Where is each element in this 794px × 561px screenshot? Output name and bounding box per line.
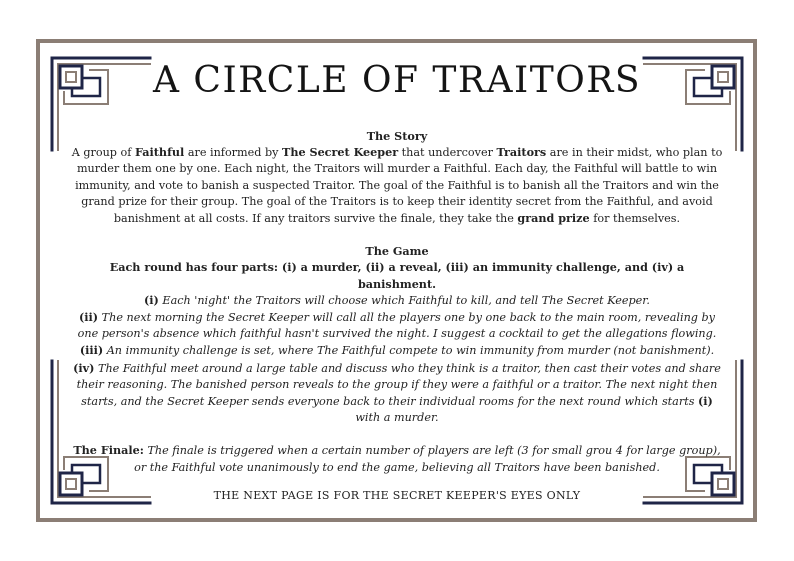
step-1-text: Each 'night' the Traitors will choose which Faithful to kill, and tell The Secret Keeper. <box>158 293 650 307</box>
step-4-label: (iv) <box>73 360 95 375</box>
step-4-text: The Faithful meet around a large table and discuss who they think is a traitor, then cast their votes and share their reasoning. The banished person reveals to the group if they were a faithful or a traitor. The next night then starts, and the Secret Keeper sends everyone back to their individual rooms for the next round which starts <box>76 361 721 409</box>
story-text-1: A group of <box>71 146 135 160</box>
finale-label: The Finale: <box>73 443 144 458</box>
game-subheading: Each round has four parts: (i) a murder, (ii) a reveal, (iii) an immunity challenge, and (iv) a banishment. <box>109 260 685 291</box>
game-heading: The Game <box>365 244 429 259</box>
story-text-3: that undercover <box>398 146 497 160</box>
story-bold-grand-prize: grand prize <box>517 211 590 226</box>
step-2-text: The next morning the Secret Keeper will call all the players one by one back to the main room, revealing by one person's absence which faithful hasn't survived the night. I suggest a cocktail to get the allegations flowing. <box>77 311 717 341</box>
finale-paragraph <box>70 442 724 475</box>
finale-section <box>70 442 724 475</box>
story-text-2: are informed by <box>184 146 283 160</box>
step-1-label: (i) <box>144 292 159 307</box>
step-3-label: (iii) <box>79 343 104 358</box>
game-step-1 <box>70 292 724 309</box>
step-4-end: with a murder. <box>355 411 439 425</box>
main-content <box>70 128 724 504</box>
finale-text: The finale is triggered when a certain number of players are left (3 for small grou 4 for large group), or the Faithful vote unanimously to end the game, believing all Traitors have been banished. <box>134 444 721 474</box>
page-title: A CIRCLE OF TRAITORS <box>152 60 642 101</box>
step-2-label: (ii) <box>79 310 99 325</box>
story-paragraph <box>70 144 724 227</box>
story-bold-faithful: Faithful <box>134 145 185 160</box>
story-text-5: for themselves. <box>589 212 681 226</box>
story-bold-secret-keeper: The Secret Keeper <box>282 145 399 160</box>
story-section <box>70 128 724 227</box>
game-step-3 <box>70 342 724 359</box>
game-step-2 <box>70 309 724 342</box>
step-3-text: An immunity challenge is set, where The Faithful compete to win immunity from murder (not banishment). <box>103 344 715 358</box>
story-text-4: are in their midst, who plan to murder them one by one. Each night, the Traitors will murder a Faithful. Each day, the Faithful will battle to win immunity, and vote to banish a suspected Traitor. The goal of the Faithful is to banish all the Traitors and win the grand prize for their group. The goal of the Traitors is to keep their identity secret from the Faithful, and avoid banishment at all costs. If any traitors survive the finale, they take the <box>75 146 723 226</box>
story-bold-traitors: Traitors <box>496 145 547 160</box>
next-page-note: THE NEXT PAGE IS FOR THE SECRET KEEPER'S EYES ONLY <box>213 488 581 502</box>
game-section <box>70 243 724 426</box>
story-heading: The Story <box>366 129 428 143</box>
step-4-ref: (i) <box>698 394 713 409</box>
game-step-4 <box>70 360 724 427</box>
